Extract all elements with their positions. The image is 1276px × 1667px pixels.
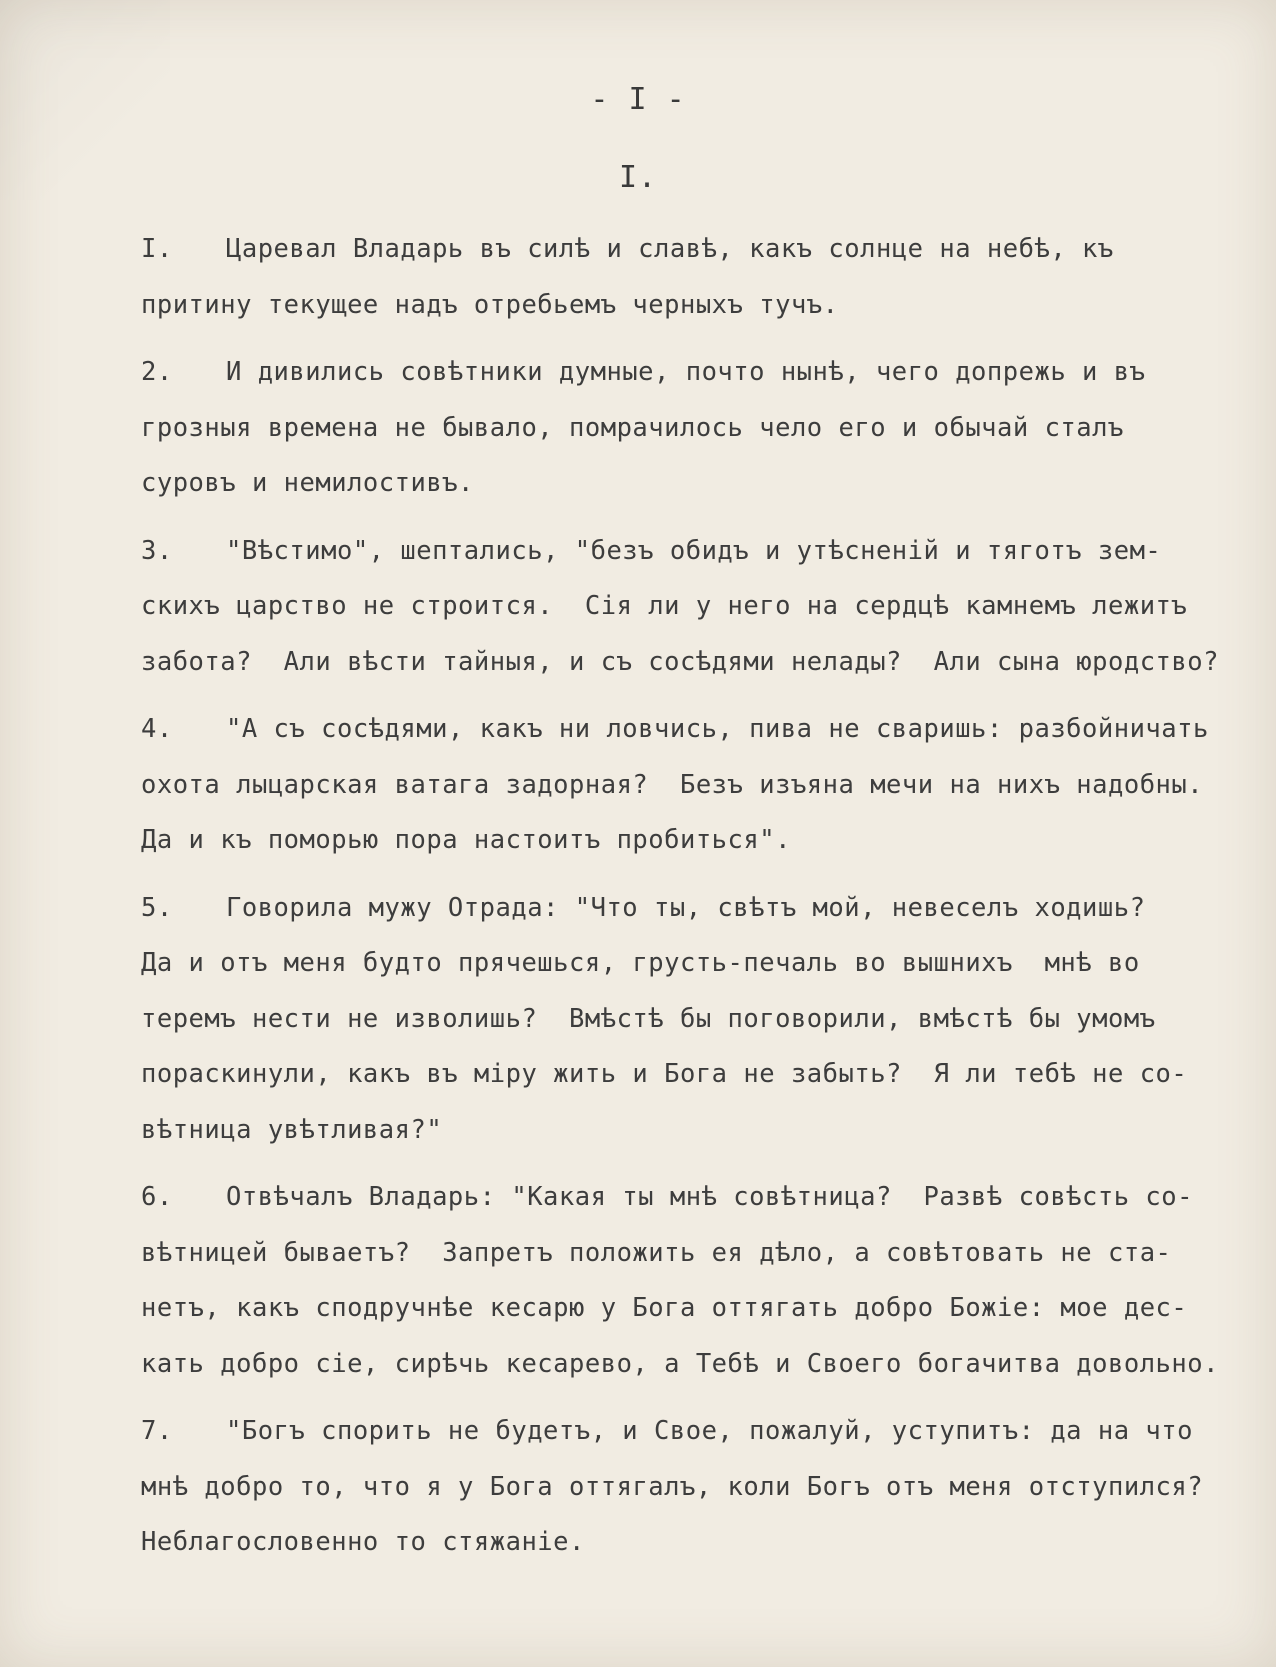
paragraph-number: 4. — [141, 714, 173, 744]
paragraph-line: Да и отъ меня будто прячешься, грусть-печаль во вышнихъ мнѣ во — [141, 948, 1140, 978]
paragraph-line: 4. "А съ сосѣдями, какъ ни ловчись, пива не сваришь: разбойничать — [141, 702, 1266, 758]
paragraph-number: 2. — [141, 357, 173, 387]
paragraph-line: Неблагословенно то стяжаніе. — [141, 1527, 585, 1557]
page-number: - I - — [590, 82, 686, 117]
paragraph-line: скихъ царство не строится. Сія ли у него на сердцѣ камнемъ лежитъ — [141, 591, 1188, 621]
paragraph-7 — [141, 1404, 1266, 1571]
paragraph-4 — [141, 702, 1266, 869]
paragraph-line: притину текущее надъ отребьемъ черныхъ тучъ. — [141, 289, 839, 320]
paragraph-3 — [141, 524, 1266, 691]
paragraph-line: 3. "Вѣстимо", шептались, "безъ обидъ и утѣсненій и тяготъ зем- — [141, 524, 1266, 580]
paragraph-5 — [141, 881, 1266, 1159]
paragraph-line: охота лыцарская ватага задорная? Безъ изъяна мечи на нихъ надобны. — [141, 769, 1204, 800]
paragraph-line: теремъ нести не изволишь? Вмѣстѣ бы поговорили, вмѣстѣ бы умомъ — [141, 1003, 1156, 1034]
paragraph-number: 7. — [141, 1416, 173, 1446]
paragraph-line: мнѣ добро то, что я у Бога оттягалъ, коли Богъ отъ меня отступился? — [141, 1471, 1204, 1502]
paragraph-line: суровъ и немилостивъ. — [141, 468, 474, 498]
paragraph-line: 7. "Богъ спорить не будетъ, и Свое, пожалуй, уступитъ: да на что — [141, 1404, 1266, 1460]
paragraph-line: 2. И дивились совѣтники думные, почто нынѣ, чего допрежь и въ — [141, 345, 1266, 401]
paragraph-line: нетъ, какъ сподручнѣе кесарю у Бога оттягать добро Божіе: мое дес- — [141, 1293, 1188, 1323]
paragraph-number: 5. — [141, 892, 173, 923]
paragraph-line: кать добро сіе, сирѣчь кесарево, а Тебѣ и Своего богачитва довольно. — [141, 1348, 1219, 1379]
paragraph-number: 3. — [141, 535, 173, 566]
paragraph-line: пораскинули, какъ въ міру жить и Бога не забыть? Я ли тебѣ не со- — [141, 1059, 1188, 1089]
paragraph-6 — [141, 1170, 1266, 1392]
paragraph-line: вѣтница увѣтливая?" — [141, 1114, 443, 1145]
paragraph-line: I. Царевал Владарь въ силѣ и славѣ, какъ солнце на небѣ, къ — [141, 222, 1266, 278]
paragraph-1 — [141, 222, 1266, 333]
paragraph-line: 6. Отвѣчалъ Владарь: "Какая ты мнѣ совѣтница? Развѣ совѣсть со- — [141, 1170, 1266, 1226]
paragraph-number: I. — [141, 234, 173, 264]
paragraph-2 — [141, 345, 1266, 512]
paragraph-line: вѣтницей бываетъ? Запретъ положить ея дѣло, а совѣтовать не ста- — [141, 1237, 1172, 1268]
chapter-number: I. — [618, 160, 658, 195]
paragraph-line: Да и къ поморью пора настоитъ пробиться". — [141, 825, 791, 855]
paragraph-line: забота? Али вѣсти тайныя, и съ сосѣдями нелады? Али сына юродство? — [141, 646, 1219, 677]
paragraph-number: 6. — [141, 1182, 173, 1212]
paragraph-line: грозныя времена не бывало, помрачилось чело его и обычай сталъ — [141, 412, 1124, 443]
paragraph-line: 5. Говорила мужу Отрада: "Что ты, свѣтъ мой, невеселъ ходишь? — [141, 881, 1266, 937]
text-body — [141, 222, 1266, 1583]
